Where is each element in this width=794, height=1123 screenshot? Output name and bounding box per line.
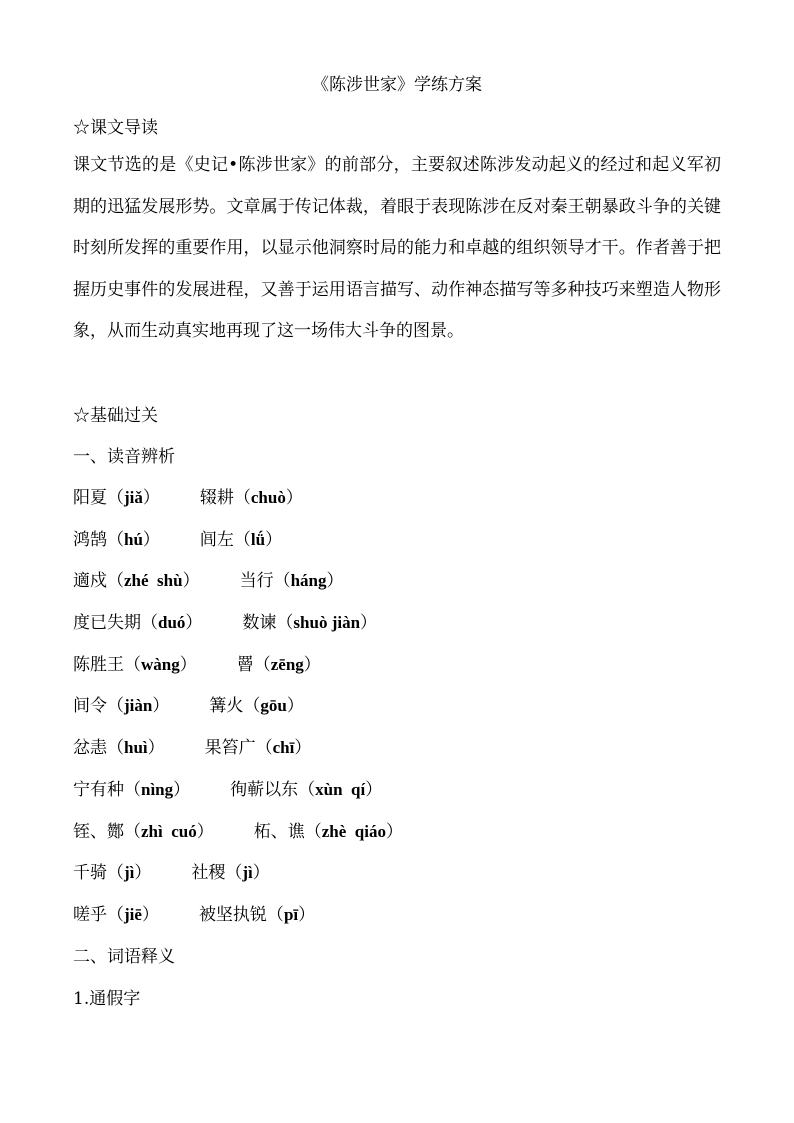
word-text: 罾（ xyxy=(236,654,271,675)
pronunciation-row xyxy=(73,862,403,904)
pinyin-text: zēng xyxy=(270,654,304,674)
bracket-close: ） xyxy=(285,488,303,508)
bracket-close: ） xyxy=(147,738,165,759)
pinyin-text: jiē xyxy=(124,904,142,924)
pronunciation-row xyxy=(73,529,403,571)
word-text: 辍耕（ xyxy=(199,488,251,508)
word-text: 徇蕲以东（ xyxy=(230,779,316,800)
pinyin-text: pī xyxy=(283,904,299,924)
pinyin-text: shuò jiàn xyxy=(293,613,361,633)
pronunciation-item xyxy=(73,654,197,676)
word-text: 社稷（ xyxy=(191,863,243,884)
pronunciation-item xyxy=(73,529,160,551)
bracket-close: ） xyxy=(152,696,170,717)
bracket-close: ） xyxy=(360,613,378,634)
pinyin-text: huì xyxy=(124,738,148,758)
pronunciation-item xyxy=(73,904,159,926)
pronunciation-item xyxy=(73,821,214,843)
pronunciation-row xyxy=(73,487,403,529)
pinyin-text: wàng xyxy=(141,654,180,674)
pronunciation-item xyxy=(73,570,200,592)
bracket-close: ） xyxy=(286,696,304,717)
pronunciation-item xyxy=(205,737,312,759)
pronunciation-item xyxy=(254,821,403,843)
word-text: 间令（ xyxy=(73,696,124,717)
word-text: 被坚执锐（ xyxy=(198,904,284,925)
section-heading-basics: ☆基础过关 xyxy=(73,406,158,426)
bracket-close: ） xyxy=(303,654,321,675)
pronunciation-item xyxy=(73,695,169,717)
pronunciation-item xyxy=(209,695,303,717)
bracket-close: ） xyxy=(134,863,152,884)
pinyin-text: zhì cuó xyxy=(141,821,197,841)
pinyin-text: háng xyxy=(290,571,327,591)
pronunciation-row xyxy=(73,654,403,696)
pronunciation-list xyxy=(73,487,403,946)
pronunciation-item xyxy=(237,654,321,676)
pinyin-text: duó xyxy=(158,613,186,633)
pinyin-text: zhé shù xyxy=(124,571,183,591)
pronunciation-item xyxy=(242,612,377,634)
pinyin-text: jì xyxy=(124,863,135,883)
word-text: 果笞广（ xyxy=(204,738,273,759)
pinyin-text: lǘ xyxy=(250,529,266,549)
word-text: 当行（ xyxy=(239,571,291,592)
bracket-close: ） xyxy=(298,904,316,925)
pronunciation-item xyxy=(200,487,303,509)
bracket-close: ） xyxy=(196,821,214,842)
pinyin-text: zhè qiáo xyxy=(321,821,386,841)
page-title: 《陈涉世家》学练方案 xyxy=(312,75,482,95)
word-text: 阳夏（ xyxy=(73,488,124,508)
pinyin-text: jiàn xyxy=(124,696,153,716)
word-text: 宁有种（ xyxy=(73,779,141,800)
pronunciation-item xyxy=(200,529,282,551)
intro-paragraph: 课文节选的是《史记•陈涉世家》的前部分，主要叙述陈涉发动起义的经过和起义军初期的迅猛发展形势。文章属于传记体裁，着眼于表现陈涉在反对秦王朝暴政斗争的关键时刻所发挥的重要作用，以显示他洞察时局的能力和卓越的组织领导才干。作者善于把握历史事件的发展进程，又善于运用语言描写、动作神态描写等多种技巧来塑造人物形象，从而生动真实地再现了这一场伟大斗争的图景。 xyxy=(73,155,721,342)
bracket-close: ） xyxy=(173,779,191,800)
pronunciation-item xyxy=(73,779,190,801)
word-text: 忿恚（ xyxy=(73,738,124,759)
bracket-close: ） xyxy=(265,529,283,550)
pronunciation-row xyxy=(73,821,403,863)
bracket-close: ） xyxy=(385,821,403,842)
word-text: 闾左（ xyxy=(199,529,251,550)
pinyin-text: gōu xyxy=(260,696,287,716)
pronunciation-row xyxy=(73,904,403,946)
word-text: 鸿鹄（ xyxy=(73,529,124,550)
bracket-close: ） xyxy=(185,613,203,634)
bracket-close: ） xyxy=(294,738,312,759)
pronunciation-row xyxy=(73,695,403,737)
bracket-close: ） xyxy=(252,863,270,884)
pinyin-text: jì xyxy=(242,863,253,883)
pronunciation-item xyxy=(230,779,382,801)
word-text: 嗟乎（ xyxy=(73,904,124,925)
bracket-close: ） xyxy=(142,529,160,550)
subheading-tongjiazi: 1.通假字 xyxy=(73,989,141,1009)
pinyin-text: hú xyxy=(124,529,143,549)
pronunciation-item xyxy=(199,904,315,926)
bracket-close: ） xyxy=(182,571,200,592)
pronunciation-item xyxy=(73,487,160,509)
bracket-close: ） xyxy=(141,904,159,925)
word-text: 数谏（ xyxy=(242,613,294,634)
bracket-close: ） xyxy=(326,571,344,592)
pinyin-text: chī xyxy=(272,738,295,758)
word-text: 陈胜王（ xyxy=(73,654,141,675)
word-text: 柘、谯（ xyxy=(253,821,322,842)
pronunciation-item xyxy=(73,862,151,884)
pinyin-text: nìng xyxy=(141,779,174,799)
word-text: 篝火（ xyxy=(209,696,261,717)
section-heading-guide: ☆课文导读 xyxy=(73,118,158,138)
subheading-pronunciation: 一、读音辨析 xyxy=(73,447,175,467)
pinyin-text: chuò xyxy=(250,488,286,507)
pronunciation-row xyxy=(73,570,403,612)
pronunciation-item xyxy=(73,612,202,634)
pronunciation-row xyxy=(73,612,403,654)
pronunciation-item xyxy=(191,862,269,884)
pronunciation-row xyxy=(73,737,403,779)
word-text: 铚、酂（ xyxy=(73,821,141,842)
bracket-close: ） xyxy=(365,779,383,800)
pinyin-text: jiǎ xyxy=(124,488,143,507)
pronunciation-row xyxy=(73,779,403,821)
bracket-close: ） xyxy=(179,654,197,675)
word-text: 適戍（ xyxy=(73,571,124,592)
pinyin-text: xùn qí xyxy=(315,779,366,799)
bracket-close: ） xyxy=(142,488,160,508)
pronunciation-item xyxy=(73,737,165,759)
word-text: 千骑（ xyxy=(73,863,124,884)
subheading-vocabulary: 二、词语释义 xyxy=(73,947,175,967)
word-text: 度已失期（ xyxy=(73,613,158,634)
pronunciation-item xyxy=(240,570,344,592)
